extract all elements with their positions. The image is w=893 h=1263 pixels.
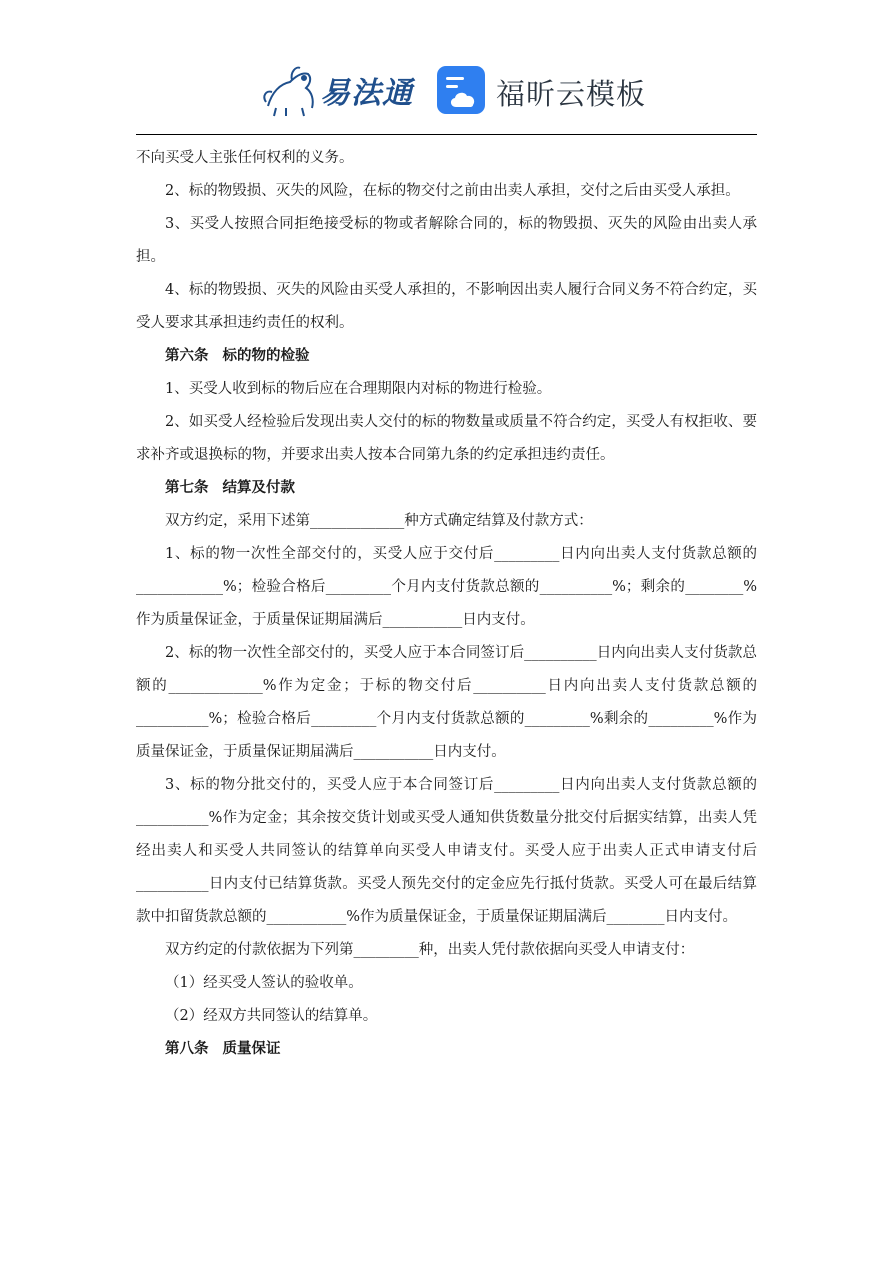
section-number: 第七条 (165, 480, 209, 496)
paragraph: 3、标的物分批交付的，买受人应于本合同签订后_________日内向出卖人支付货款总额的__________%作为定金；其余按交货计划或买受人通知供货数量分批交付后据实结算，出卖人凭经出卖人和买受人共同签认的结算单向买受人申请支付。买受人应于出卖人正式申请支付后__________日内支付已结算货款。买受人预先交付的定金应先行抵付货款。买受人可在最后结算款中扣留货款总额的___________%作为质量保证金，于质量保证期届满后________日内支付。 (136, 777, 757, 925)
paragraph: 2、如买受人经检验后发现出卖人交付的标的物数量或质量不符合约定，买受人有权拒收、要求补齐或退换标的物，并要求出卖人按本合同第九条的约定承担违约责任。 (136, 414, 757, 463)
document-body (136, 142, 757, 1066)
list-item: （1）经买受人签认的验收单。 (165, 975, 363, 991)
paragraph: 1、标的物一次性全部交付的，买受人应于交付后_________日内向出卖人支付货款总额的____________%；检验合格后_________个月内支付货款总额的__________%；剩余的________%作为质量保证金，于质量保证期届满后___________日内支付。 (136, 546, 757, 628)
page-header (0, 0, 893, 130)
section-heading (136, 472, 757, 505)
paragraph: 双方约定的付款依据为下列第_________种，出卖人凭付款依据向买受人申请支付： (165, 942, 695, 958)
fuxin-logo-text: 福昕云模板 (496, 77, 647, 111)
yifatong-logo-text: 易法通 (320, 76, 413, 111)
section-heading (136, 340, 757, 373)
paragraph: 2、标的物毁损、灭失的风险，在标的物交付之前由出卖人承担，交付之后由买受人承担。 (165, 183, 740, 199)
section-heading (136, 1033, 757, 1066)
paragraph: 双方约定，采用下述第_____________种方式确定结算及付款方式： (165, 513, 593, 529)
header-divider (136, 134, 757, 135)
list-item: （2）经双方共同签认的结算单。 (165, 1008, 378, 1024)
paragraph: 1、买受人收到标的物后应在合理期限内对标的物进行检验。 (165, 381, 552, 397)
section-number: 第八条 (165, 1041, 209, 1057)
paragraph: 2、标的物一次性全部交付的，买受人应于本合同签订后__________日内向出卖人支付货款总额的_____________%作为定金；于标的物交付后__________日内向出卖人支付货款总额的__________%；检验合格后_________个月内支付货款总额的_________%剩余的_________%作为质量保证金，于质量保证期届满后___________日内支付。 (136, 645, 757, 760)
section-number: 第六条 (165, 348, 209, 364)
section-title: 结算及付款 (222, 480, 295, 496)
paragraph: 不向买受人主张任何权利的义务。 (136, 150, 354, 166)
paragraph: 4、标的物毁损、灭失的风险由买受人承担的，不影响因出卖人履行合同义务不符合约定，买受人要求其承担违约责任的权利。 (136, 282, 757, 331)
paragraph: 3、买受人按照合同拒绝接受标的物或者解除合同的，标的物毁损、灭失的风险由出卖人承担。 (136, 216, 757, 265)
section-title: 标的物的检验 (222, 348, 310, 364)
section-title: 质量保证 (222, 1041, 281, 1057)
document-cloud-icon (436, 65, 486, 115)
